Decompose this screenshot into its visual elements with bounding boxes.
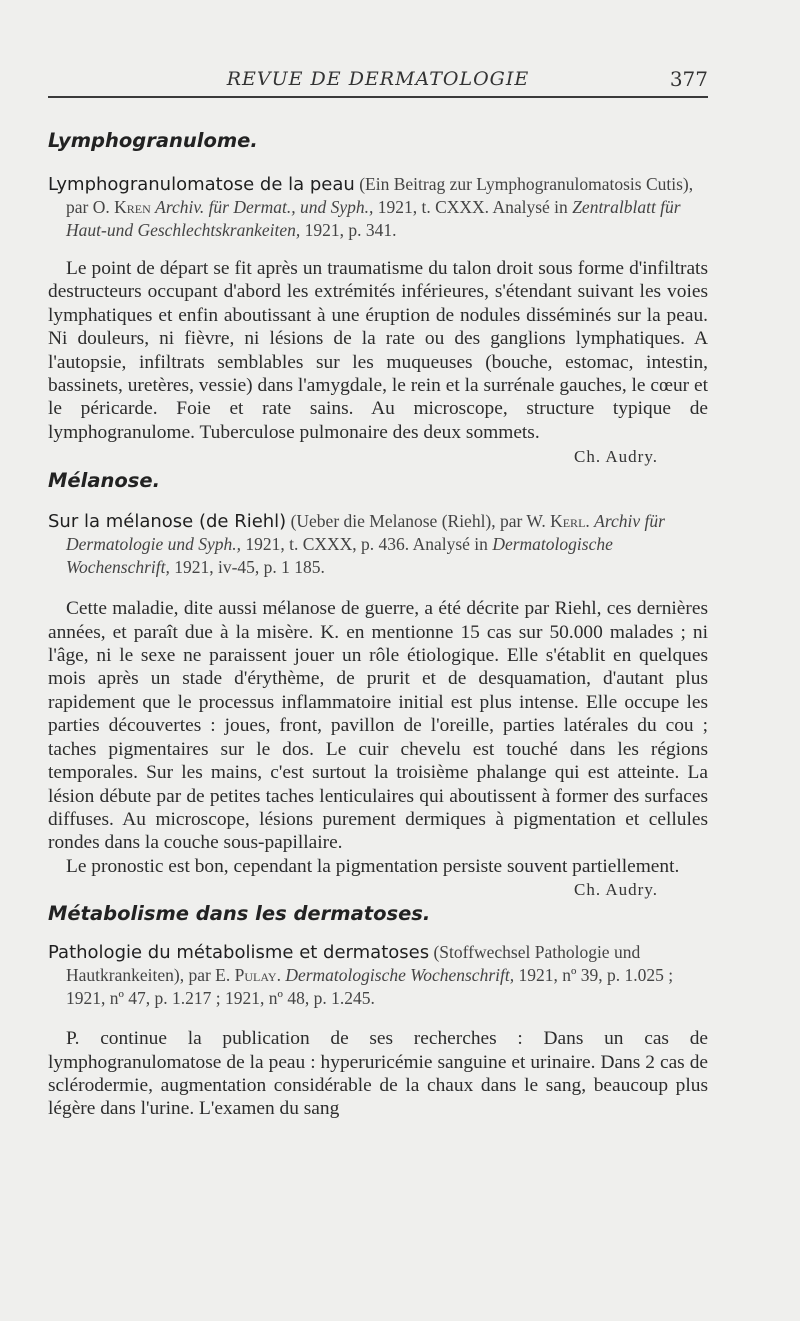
citation-text: (Ein Beitrag zur Lymphogranulomatosis Cutis), par O.	[66, 174, 694, 217]
citation-melanose	[48, 510, 708, 579]
citation-text: (Ueber die Melanose (Riehl), par W.	[290, 511, 546, 532]
citation-title: Lymphogranulomatose de la peau	[48, 174, 355, 195]
citation-analysed-in: Dermatologische Wochenschrift,	[66, 534, 613, 578]
citation-text: 1921, t. CXXX. Analysé in	[377, 197, 568, 217]
citation-title: Pathologie du métabolisme et dermatoses	[48, 942, 430, 964]
citation-text: (Stoffwechsel Pathologie und Hautkrankeiten), par E.	[66, 942, 641, 986]
section-heading-melanose: Mélanose.	[48, 469, 160, 493]
citation-lymphogranulomatose	[48, 173, 708, 242]
citation-analysed-in: Zentralblatt für Haut-und Geschlechtskrankeiten,	[66, 197, 681, 240]
citation-text: 1921, p. 341.	[304, 220, 397, 240]
citation-author: Kren	[114, 197, 151, 217]
citation-title: Sur la mélanose (de Riehl)	[48, 511, 287, 533]
citation-journal: Dermatologische Wochenschrift,	[285, 965, 515, 986]
citation-text: 1921, nº 39, p. 1.025 ; 1921, nº 47, p. 1.217 ; 1921, nº 48, p. 1.245.	[66, 965, 674, 1009]
paragraph: Le point de départ se fit après un traumatisme du talon droit sous forme d'infiltrats destructeurs occupant d'abord les extrémités inférieures, s'étendant suivant les voies lymphatiques et enfin aboutissant à une éruption de nodules disséminés sur la peau. Ni douleurs, ni fièvre, ni lésions de la rate ou des ganglions lymphatiques. A l'autopsie, infiltrats semblables sur les muqueuses (bouche, estomac, intestin, bassinets, uretères, vessie) dans l'amygdale, le rein et la surrénale gauches, le cœur et le péricarde. Foie et rate sains. Au microscope, structure typique de lymphogranulome. Tuberculose pulmonaire des deux sommets.	[48, 258, 708, 443]
journal-page	[48, 62, 708, 1121]
author-signature: Ch. Audry.	[574, 447, 658, 467]
author-signature: Ch. Audry.	[574, 880, 658, 900]
paragraph: Le pronostic est bon, cependant la pigmentation persiste souvent partiellement.	[66, 855, 680, 877]
paragraph: Cette maladie, dite aussi mélanose de guerre, a été décrite par Riehl, ces dernières années, et paraît due à la misère. K. en mentionne 15 cas sur 50.000 malades ; ni l'âge, ni le sexe ne paraissent jouer un rôle étiologique. Elle s'établit en quelques mois après un stade d'érythème, de prurit et de desquamation, d'autant plus rapidement que le processus inflammatoire initial est plus intense. Elle occupe les parties découvertes : joues, front, pavillon de l'oreille, parties latérales du cou ; taches pigmentaires sur le dos. Le cuir chevelu est touché dans les régions temporales. Sur les mains, c'est surtout la troisième phalange qui est atteinte. La lésion débute par de petites taches lenticulaires qui aboutissent à former des surfaces diffuses. Au microscope, lésions purement dermiques à pigmentation et cellules rondes dans la couche sous-papillaire.	[48, 598, 708, 854]
citation-text: 1921, t. CXXX, p. 436. Analysé in	[245, 534, 488, 555]
running-header	[48, 62, 708, 98]
citation-author: Kerl.	[550, 511, 590, 532]
citation-text: 1921, iv-45, p. 1 185.	[174, 557, 325, 578]
section-heading-lymphogranulome: Lymphogranulome.	[48, 129, 258, 152]
page-number: 377	[669, 67, 708, 91]
citation-journal: Archiv für Dermatologie und Syph.,	[66, 511, 665, 555]
running-title: REVUE DE DERMATOLOGIE	[226, 68, 530, 90]
citation-journal: Archiv. für Dermat., und Syph.,	[155, 197, 374, 217]
section-heading-metabolisme: Métabolisme dans les dermatoses.	[48, 902, 431, 926]
citation-author: Pulay.	[234, 965, 281, 986]
paragraph: P. continue la publication de ses recherches : Dans un cas de lymphogranulomatose de la peau : hyperuricémie sanguine et urinaire. Dans 2 cas de sclérodermie, augmentation considérable de la chaux dans le sang, beaucoup plus légère dans l'urine. L'examen du sang	[48, 1028, 708, 1120]
citation-metabolisme	[48, 941, 708, 1010]
